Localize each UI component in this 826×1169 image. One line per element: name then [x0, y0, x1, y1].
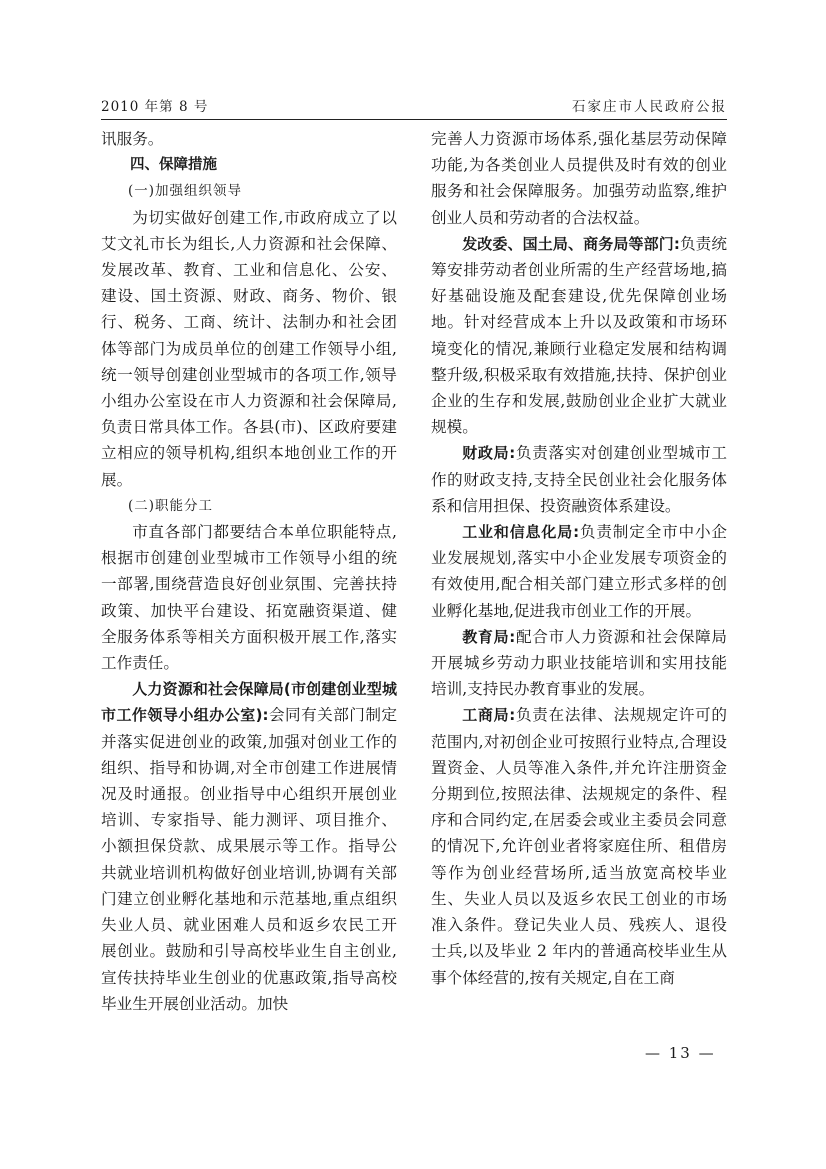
left-column — [101, 126, 397, 1017]
department-duties: 负责在法律、法规规定许可的范围内,对初创企业可按照行业特点,合理设置资金、人员等准入条件,并允许注册资金分期到位,按照法律、法规规定的条件、程序和合同约定,在居委会或业主委员会同意的情况下,允许创业者将家庭住所、租借房等作为创业经营场所,适当放宽高校毕业生、失业人员以及返乡农民工创业的市场准入条件。登记失业人员、残疾人、退役士兵,以及毕业 2 年内的普通高校毕业生从事个体经营的,按有关规定,自在工商 — [431, 706, 727, 987]
subsection-heading-2: (二)职能分工 — [128, 497, 214, 514]
department-duties: 负责落实对创建创业型城市工作的财政支持,支持全民创业社会化服务体系和信用担保、投资融资体系建设。 — [431, 444, 727, 515]
paragraph-industry-bureau — [431, 519, 727, 624]
section-heading: 四、保障措施 — [130, 157, 217, 174]
running-header — [101, 95, 727, 117]
paragraph-education-bureau — [431, 624, 727, 703]
paragraph-division: 市直各部门都要结合本单位职能特点,根据市创建创业型城市工作领导小组的统一部署,围绕营造良好创业氛围、完善扶持政策、加快平台建设、拓宽融资渠道、健全服务体系等相关方面积极开展工作,落实工作责任。 — [101, 523, 397, 673]
right-column — [431, 126, 727, 991]
department-name: 人力资源和社会保障局(市创建创业型城市工作领导小组办公室): — [101, 680, 397, 725]
subsection-heading-1: (一)加强组织领导 — [128, 183, 243, 200]
department-duties: 配合市人力资源和社会保障局开展城乡劳动力职业技能培训和实用技能培训,支持民办教育事业的发展。 — [431, 627, 727, 699]
page-number: — 13 — — [645, 1044, 716, 1062]
issue-label: 2010 年第 8 号 — [101, 99, 209, 115]
paragraph-leadership: 为切实做好创建工作,市政府成立了以艾文礼市长为组长,人力资源和社会保障、发展改革、教育、工业和信息化、公安、建设、国土资源、财政、商务、物价、银行、税务、工商、统计、法制办和社会团体等部门为成员单位的创建工作领导小组,统一领导创建创业型城市的各项工作,领导小组办公室设在市人力资源和社会保障局,负责日常具体工作。各县(市)、区政府要建立相应的领导机构,组织本地创业工作的开展。 — [101, 208, 397, 489]
department-duties: 负责统筹安排劳动者创业所需的生产经营场地,搞好基础设施及配套建设,优先保障创业场地。针对经营成本上升以及政策和市场环境变化的情况,兼顾行业稳定发展和结构调整升级,积极采取有效措施,扶持、保护创业企业的生存和发展,鼓励创业企业扩大就业规模。 — [431, 234, 727, 437]
paragraph-commerce-bureau — [431, 702, 727, 990]
paragraph-continued: 讯服务。 — [101, 130, 164, 148]
paragraph-continued: 完善人力资源市场体系,强化基层劳动保障功能,为各类创业人员提供及时有效的创业服务和社会保障服务。加强劳动监察,维护创业人员和劳动者的合法权益。 — [431, 130, 727, 227]
department-duties: 负责制定全市中小企业发展规划,落实中小企业发展专项资金的有效使用,配合相关部门建立形式多样的创业孵化基地,促进我市创业工作的开展。 — [431, 523, 727, 620]
header-rule — [101, 119, 727, 120]
department-name: 工业和信息化局: — [462, 523, 580, 542]
publication-title: 石家庄市人民政府公报 — [572, 99, 727, 115]
paragraph-hr-bureau — [101, 676, 397, 1017]
paragraph-development-commission — [431, 231, 727, 441]
department-name: 发改委、国土局、商务局等部门: — [462, 234, 680, 253]
department-name: 教育局: — [462, 627, 516, 646]
paragraph-finance-bureau — [431, 440, 727, 519]
department-name: 工商局: — [462, 706, 516, 725]
department-name: 财政局: — [462, 444, 516, 463]
department-duties: 会同有关部门制定并落实促进创业的政策,加强对创业工作的组织、指导和协调,对全市创建工作进展情况及时通报。创业指导中心组织开展创业培训、专家指导、能力测评、项目推介、小额担保贷款、成果展示等工作。指导公共就业培训机构做好创业培训,协调有关部门建立创业孵化基地和示范基地,重点组织失业人员、就业困难人员和返乡农民工开展创业。鼓励和引导高校毕业生自主创业,宣传扶持毕业生创业的优惠政策,指导高校毕业生开展创业活动。加快 — [101, 706, 397, 1013]
